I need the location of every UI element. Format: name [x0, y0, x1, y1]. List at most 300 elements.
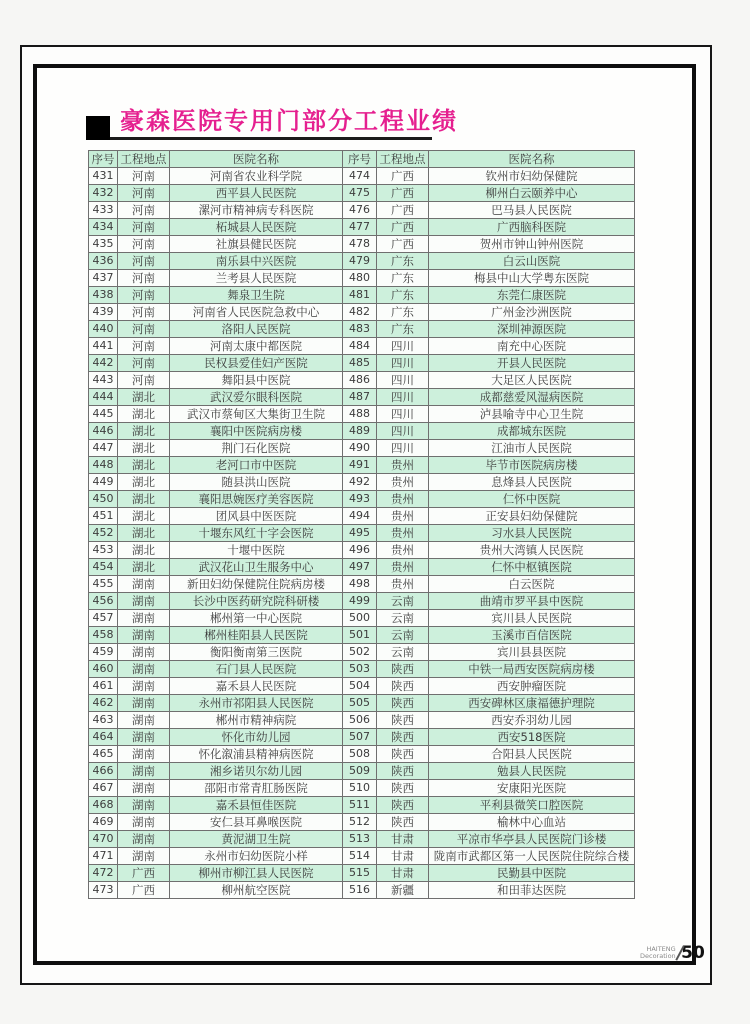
location-right: 四川 — [377, 338, 429, 355]
serial-left: 473 — [89, 882, 118, 899]
hospital-name-left: 嘉禾县恒佳医院 — [170, 797, 343, 814]
hospital-name-left: 郴州市精神病院 — [170, 712, 343, 729]
location-right: 四川 — [377, 440, 429, 457]
hospital-name-right: 广州金沙洲医院 — [429, 304, 635, 321]
footer-brand-line2: Decoration — [640, 952, 676, 960]
hospital-name-right: 习水县人民医院 — [429, 525, 635, 542]
hospital-name-right: 平凉市华亭县人民医院门诊楼 — [429, 831, 635, 848]
table-row — [89, 185, 635, 202]
hospital-name-left: 邵阳市常青肛肠医院 — [170, 780, 343, 797]
location-right: 陕西 — [377, 780, 429, 797]
hospital-name-right: 西安518医院 — [429, 729, 635, 746]
hospital-name-left: 武汉市蔡甸区大集街卫生院 — [170, 406, 343, 423]
serial-right: 487 — [343, 389, 377, 406]
serial-right: 490 — [343, 440, 377, 457]
hospital-name-left: 舞泉卫生院 — [170, 287, 343, 304]
serial-right: 514 — [343, 848, 377, 865]
table-row — [89, 457, 635, 474]
hospital-name-right: 梅县中山大学粤东医院 — [429, 270, 635, 287]
serial-left: 438 — [89, 287, 118, 304]
hospital-name-left: 河南太康中都医院 — [170, 338, 343, 355]
serial-right: 494 — [343, 508, 377, 525]
serial-right: 496 — [343, 542, 377, 559]
serial-left: 452 — [89, 525, 118, 542]
location-left: 湖南 — [118, 695, 170, 712]
table-row — [89, 865, 635, 882]
location-right: 云南 — [377, 593, 429, 610]
location-right: 云南 — [377, 644, 429, 661]
serial-left: 435 — [89, 236, 118, 253]
serial-left: 468 — [89, 797, 118, 814]
hospital-name-right: 南充中心医院 — [429, 338, 635, 355]
serial-right: 484 — [343, 338, 377, 355]
table-row — [89, 678, 635, 695]
serial-left: 471 — [89, 848, 118, 865]
location-left: 河南 — [118, 287, 170, 304]
serial-right: 508 — [343, 746, 377, 763]
location-right: 甘肃 — [377, 831, 429, 848]
serial-left: 458 — [89, 627, 118, 644]
location-left: 湖南 — [118, 797, 170, 814]
hospital-name-left: 柘城县人民医院 — [170, 219, 343, 236]
location-right: 四川 — [377, 372, 429, 389]
footer-brand-line1: HAITENG — [646, 945, 676, 953]
table-row — [89, 627, 635, 644]
location-right: 贵州 — [377, 491, 429, 508]
table-row — [89, 202, 635, 219]
serial-right: 481 — [343, 287, 377, 304]
table-body — [89, 168, 635, 899]
location-left: 湖南 — [118, 848, 170, 865]
table-row — [89, 525, 635, 542]
serial-right: 507 — [343, 729, 377, 746]
location-right: 陕西 — [377, 746, 429, 763]
title-bullet-square — [86, 116, 110, 140]
location-left: 湖南 — [118, 644, 170, 661]
location-right: 贵州 — [377, 542, 429, 559]
serial-left: 456 — [89, 593, 118, 610]
hospital-name-left: 安仁县耳鼻喉医院 — [170, 814, 343, 831]
serial-right: 509 — [343, 763, 377, 780]
serial-left: 442 — [89, 355, 118, 372]
table-row — [89, 831, 635, 848]
location-left: 河南 — [118, 321, 170, 338]
hospital-name-right: 开县人民医院 — [429, 355, 635, 372]
hospital-name-left: 十堰东风红十字会医院 — [170, 525, 343, 542]
header-row — [89, 151, 635, 168]
location-left: 河南 — [118, 168, 170, 185]
serial-left: 461 — [89, 678, 118, 695]
column-header: 序号 — [343, 151, 377, 168]
serial-right: 483 — [343, 321, 377, 338]
serial-left: 460 — [89, 661, 118, 678]
location-right: 贵州 — [377, 525, 429, 542]
hospital-name-left: 石门县人民医院 — [170, 661, 343, 678]
table-row — [89, 661, 635, 678]
location-left: 湖北 — [118, 440, 170, 457]
table-row — [89, 559, 635, 576]
location-left: 河南 — [118, 270, 170, 287]
table-row — [89, 253, 635, 270]
hospital-name-right: 东莞仁康医院 — [429, 287, 635, 304]
location-right: 四川 — [377, 389, 429, 406]
location-left: 湖南 — [118, 831, 170, 848]
hospital-name-right: 仁怀中医院 — [429, 491, 635, 508]
location-left: 湖北 — [118, 389, 170, 406]
location-right: 广西 — [377, 202, 429, 219]
table-row — [89, 542, 635, 559]
hospital-name-left: 舞阳县中医院 — [170, 372, 343, 389]
table-row — [89, 355, 635, 372]
page-title: 豪森医院专用门部分工程业绩 — [120, 107, 458, 135]
location-right: 新疆 — [377, 882, 429, 899]
table-row — [89, 797, 635, 814]
hospital-name-right: 陇南市武都区第一人民医院住院综合楼 — [429, 848, 635, 865]
table-row — [89, 882, 635, 899]
table-row — [89, 610, 635, 627]
hospital-name-left: 随县洪山医院 — [170, 474, 343, 491]
serial-right: 486 — [343, 372, 377, 389]
table-row — [89, 780, 635, 797]
footer-brand — [640, 946, 676, 960]
serial-left: 464 — [89, 729, 118, 746]
serial-right: 513 — [343, 831, 377, 848]
table-row — [89, 491, 635, 508]
hospital-name-right: 勉县人民医院 — [429, 763, 635, 780]
hospital-name-right: 合阳县人民医院 — [429, 746, 635, 763]
hospital-name-right: 和田菲达医院 — [429, 882, 635, 899]
location-left: 湖南 — [118, 627, 170, 644]
column-header: 序号 — [89, 151, 118, 168]
serial-right: 502 — [343, 644, 377, 661]
location-right: 贵州 — [377, 474, 429, 491]
location-right: 甘肃 — [377, 865, 429, 882]
serial-left: 444 — [89, 389, 118, 406]
hospital-name-right: 玉溪市百信医院 — [429, 627, 635, 644]
hospital-name-left: 永州市祁阳县人民医院 — [170, 695, 343, 712]
hospital-name-right: 白云医院 — [429, 576, 635, 593]
location-left: 广西 — [118, 865, 170, 882]
column-header: 医院名称 — [170, 151, 343, 168]
serial-right: 489 — [343, 423, 377, 440]
serial-right: 474 — [343, 168, 377, 185]
location-left: 湖南 — [118, 814, 170, 831]
hospital-name-left: 怀化市幼儿园 — [170, 729, 343, 746]
page-number: 50 — [681, 943, 705, 963]
hospital-name-left: 民权县爱佳妇产医院 — [170, 355, 343, 372]
serial-right: 491 — [343, 457, 377, 474]
hospital-name-left: 团风县中医医院 — [170, 508, 343, 525]
serial-right: 493 — [343, 491, 377, 508]
location-left: 湖南 — [118, 780, 170, 797]
serial-left: 451 — [89, 508, 118, 525]
location-right: 陕西 — [377, 763, 429, 780]
location-left: 湖北 — [118, 491, 170, 508]
serial-left: 455 — [89, 576, 118, 593]
table-row — [89, 389, 635, 406]
serial-right: 476 — [343, 202, 377, 219]
table-row — [89, 236, 635, 253]
hospital-name-right: 平利县微笑口腔医院 — [429, 797, 635, 814]
hospital-name-right: 钦州市妇幼保健院 — [429, 168, 635, 185]
table-row — [89, 338, 635, 355]
table-row — [89, 576, 635, 593]
location-left: 湖北 — [118, 559, 170, 576]
table-row — [89, 763, 635, 780]
serial-left: 434 — [89, 219, 118, 236]
hospital-name-left: 湘乡诺贝尔幼儿园 — [170, 763, 343, 780]
table-row — [89, 814, 635, 831]
table-row — [89, 270, 635, 287]
serial-right: 478 — [343, 236, 377, 253]
serial-right: 498 — [343, 576, 377, 593]
table-row — [89, 372, 635, 389]
location-right: 陕西 — [377, 729, 429, 746]
location-left: 湖南 — [118, 610, 170, 627]
hospital-name-left: 永州市妇幼医院小样 — [170, 848, 343, 865]
serial-right: 492 — [343, 474, 377, 491]
hospital-name-right: 中铁一局西安医院病房楼 — [429, 661, 635, 678]
serial-left: 437 — [89, 270, 118, 287]
location-right: 陕西 — [377, 797, 429, 814]
hospital-name-right: 江油市人民医院 — [429, 440, 635, 457]
table-row — [89, 440, 635, 457]
location-right: 广西 — [377, 185, 429, 202]
location-right: 陕西 — [377, 661, 429, 678]
serial-left: 439 — [89, 304, 118, 321]
serial-left: 436 — [89, 253, 118, 270]
serial-right: 512 — [343, 814, 377, 831]
hospital-name-left: 河南省人民医院急救中心 — [170, 304, 343, 321]
table-row — [89, 474, 635, 491]
serial-left: 440 — [89, 321, 118, 338]
table-row — [89, 593, 635, 610]
location-left: 湖北 — [118, 423, 170, 440]
hospital-name-right: 成都慈爱风湿病医院 — [429, 389, 635, 406]
location-left: 湖南 — [118, 763, 170, 780]
serial-left: 465 — [89, 746, 118, 763]
location-right: 广西 — [377, 219, 429, 236]
hospital-name-right: 贵州大湾镇人民医院 — [429, 542, 635, 559]
table-row — [89, 848, 635, 865]
location-left: 河南 — [118, 372, 170, 389]
serial-right: 504 — [343, 678, 377, 695]
serial-left: 466 — [89, 763, 118, 780]
location-right: 四川 — [377, 423, 429, 440]
serial-right: 488 — [343, 406, 377, 423]
serial-right: 499 — [343, 593, 377, 610]
hospital-name-right: 西安碑林区康福德护理院 — [429, 695, 635, 712]
serial-right: 500 — [343, 610, 377, 627]
hospital-name-right: 白云山医院 — [429, 253, 635, 270]
serial-left: 433 — [89, 202, 118, 219]
location-left: 河南 — [118, 338, 170, 355]
location-left: 湖北 — [118, 508, 170, 525]
serial-left: 454 — [89, 559, 118, 576]
column-header: 医院名称 — [429, 151, 635, 168]
hospital-name-left: 柳州航空医院 — [170, 882, 343, 899]
table-row — [89, 423, 635, 440]
serial-left: 447 — [89, 440, 118, 457]
hospital-name-left: 郴州第一中心医院 — [170, 610, 343, 627]
hospital-name-left: 荆门石化医院 — [170, 440, 343, 457]
hospital-name-left: 黄泥湖卫生院 — [170, 831, 343, 848]
serial-right: 477 — [343, 219, 377, 236]
location-left: 湖南 — [118, 576, 170, 593]
location-right: 云南 — [377, 627, 429, 644]
serial-left: 462 — [89, 695, 118, 712]
column-header: 工程地点 — [118, 151, 170, 168]
serial-left: 463 — [89, 712, 118, 729]
location-left: 河南 — [118, 253, 170, 270]
location-left: 湖南 — [118, 593, 170, 610]
location-right: 四川 — [377, 406, 429, 423]
serial-right: 479 — [343, 253, 377, 270]
location-left: 广西 — [118, 882, 170, 899]
serial-left: 472 — [89, 865, 118, 882]
table-row — [89, 219, 635, 236]
serial-left: 470 — [89, 831, 118, 848]
hospital-name-left: 武汉花山卫生服务中心 — [170, 559, 343, 576]
location-left: 河南 — [118, 202, 170, 219]
serial-right: 506 — [343, 712, 377, 729]
serial-right: 501 — [343, 627, 377, 644]
serial-right: 511 — [343, 797, 377, 814]
hospital-name-left: 郴州桂阳县人民医院 — [170, 627, 343, 644]
hospital-name-right: 深圳神源医院 — [429, 321, 635, 338]
hospital-name-right: 宾川县人民医院 — [429, 610, 635, 627]
hospital-name-right: 巴马县人民医院 — [429, 202, 635, 219]
serial-right: 497 — [343, 559, 377, 576]
hospital-name-left: 洛阳人民医院 — [170, 321, 343, 338]
location-left: 河南 — [118, 219, 170, 236]
hospital-name-right: 曲靖市罗平县中医院 — [429, 593, 635, 610]
hospital-name-left: 西平县人民医院 — [170, 185, 343, 202]
location-right: 贵州 — [377, 508, 429, 525]
serial-right: 505 — [343, 695, 377, 712]
location-left: 湖南 — [118, 661, 170, 678]
serial-left: 432 — [89, 185, 118, 202]
hospital-name-right: 宾川县县医院 — [429, 644, 635, 661]
location-left: 湖北 — [118, 457, 170, 474]
serial-left: 459 — [89, 644, 118, 661]
serial-right: 480 — [343, 270, 377, 287]
table-row — [89, 168, 635, 185]
hospital-name-right: 民勤县中医院 — [429, 865, 635, 882]
location-right: 广东 — [377, 270, 429, 287]
location-right: 广东 — [377, 287, 429, 304]
table-header — [89, 151, 635, 168]
location-right: 贵州 — [377, 457, 429, 474]
location-left: 湖北 — [118, 542, 170, 559]
serial-left: 445 — [89, 406, 118, 423]
location-left: 湖北 — [118, 406, 170, 423]
column-header: 工程地点 — [377, 151, 429, 168]
serial-right: 475 — [343, 185, 377, 202]
hospital-name-left: 襄阳中医院病房楼 — [170, 423, 343, 440]
hospital-name-right: 贺州市钟山钟州医院 — [429, 236, 635, 253]
hospital-name-right: 毕节市医院病房楼 — [429, 457, 635, 474]
location-right: 贵州 — [377, 559, 429, 576]
serial-left: 469 — [89, 814, 118, 831]
hospital-name-left: 怀化溆浦县精神病医院 — [170, 746, 343, 763]
table-row — [89, 508, 635, 525]
serial-right: 516 — [343, 882, 377, 899]
location-right: 陕西 — [377, 695, 429, 712]
serial-right: 485 — [343, 355, 377, 372]
table-row — [89, 644, 635, 661]
table-row — [89, 746, 635, 763]
hospital-name-left: 嘉禾县人民医院 — [170, 678, 343, 695]
location-right: 广西 — [377, 236, 429, 253]
title-underline — [110, 137, 432, 140]
hospital-name-right: 息烽县人民医院 — [429, 474, 635, 491]
serial-left: 441 — [89, 338, 118, 355]
hospital-name-left: 河南省农业科学院 — [170, 168, 343, 185]
hospital-name-left: 社旗县健民医院 — [170, 236, 343, 253]
serial-left: 450 — [89, 491, 118, 508]
serial-left: 457 — [89, 610, 118, 627]
table-row — [89, 406, 635, 423]
serial-left: 443 — [89, 372, 118, 389]
hospital-name-left: 武汉爱尔眼科医院 — [170, 389, 343, 406]
hospital-name-left: 老河口市中医院 — [170, 457, 343, 474]
location-right: 广东 — [377, 253, 429, 270]
location-right: 云南 — [377, 610, 429, 627]
hospital-name-right: 西安乔羽幼儿园 — [429, 712, 635, 729]
location-right: 广东 — [377, 304, 429, 321]
serial-left: 446 — [89, 423, 118, 440]
serial-right: 482 — [343, 304, 377, 321]
hospital-name-left: 兰考县人民医院 — [170, 270, 343, 287]
projects-table — [88, 150, 635, 899]
serial-right: 510 — [343, 780, 377, 797]
serial-left: 467 — [89, 780, 118, 797]
hospital-name-left: 新田妇幼保健院住院病房楼 — [170, 576, 343, 593]
location-left: 河南 — [118, 236, 170, 253]
location-left: 河南 — [118, 185, 170, 202]
hospital-name-right: 广西脑科医院 — [429, 219, 635, 236]
location-left: 湖北 — [118, 525, 170, 542]
hospital-name-right: 成都城东医院 — [429, 423, 635, 440]
hospital-name-left: 衡阳衡南第三医院 — [170, 644, 343, 661]
location-left: 湖南 — [118, 729, 170, 746]
location-right: 陕西 — [377, 814, 429, 831]
location-right: 贵州 — [377, 576, 429, 593]
serial-left: 453 — [89, 542, 118, 559]
location-left: 河南 — [118, 304, 170, 321]
serial-left: 431 — [89, 168, 118, 185]
hospital-name-right: 正安县妇幼保健院 — [429, 508, 635, 525]
hospital-name-right: 西安肿瘤医院 — [429, 678, 635, 695]
serial-right: 503 — [343, 661, 377, 678]
location-left: 河南 — [118, 355, 170, 372]
location-right: 广东 — [377, 321, 429, 338]
hospital-name-left: 襄阳思婉医疗美容医院 — [170, 491, 343, 508]
serial-right: 495 — [343, 525, 377, 542]
serial-left: 448 — [89, 457, 118, 474]
table-row — [89, 304, 635, 321]
table-row — [89, 321, 635, 338]
table-row — [89, 712, 635, 729]
location-right: 陕西 — [377, 712, 429, 729]
serial-left: 449 — [89, 474, 118, 491]
hospital-name-right: 榆林中心血站 — [429, 814, 635, 831]
page-footer — [640, 943, 705, 963]
serial-right: 515 — [343, 865, 377, 882]
hospital-name-left: 长沙中医药研究院科研楼 — [170, 593, 343, 610]
hospital-name-left: 柳州市柳江县人民医院 — [170, 865, 343, 882]
